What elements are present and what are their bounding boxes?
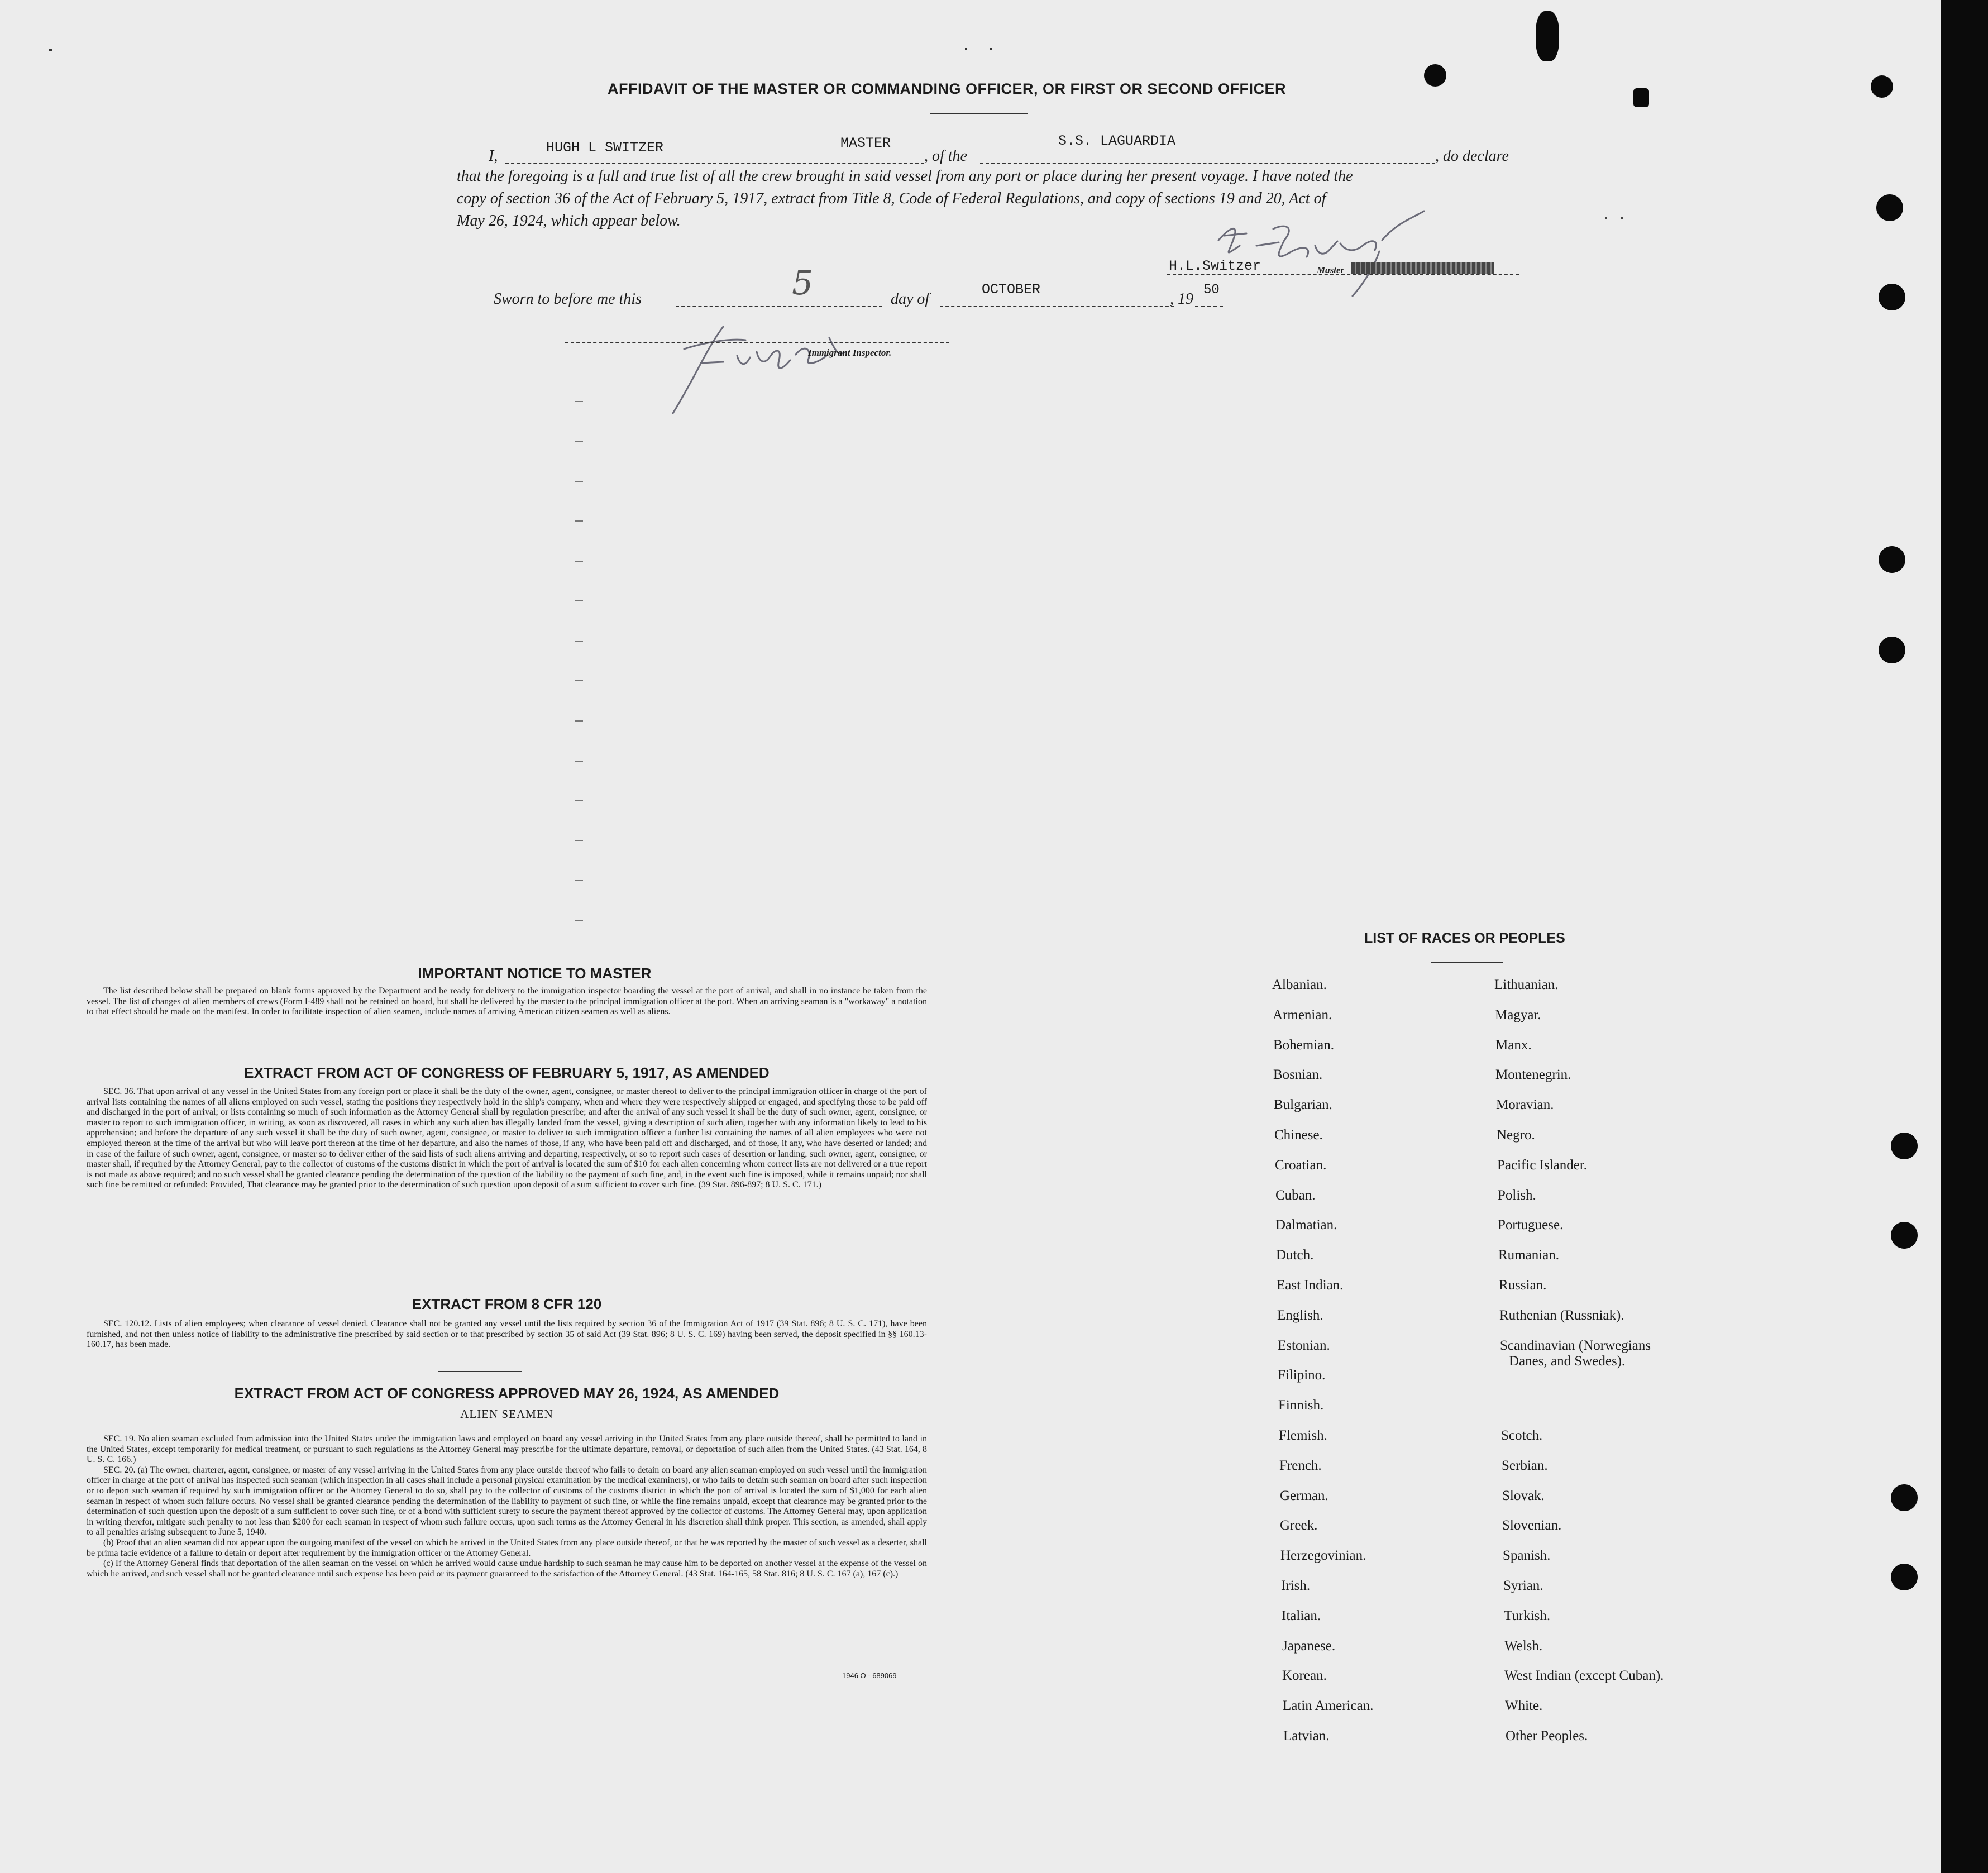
race-item: Bosnian. — [1273, 1067, 1323, 1083]
vessel-underline — [980, 163, 1435, 164]
binder-hole — [1536, 11, 1559, 61]
race-item: Moravian. — [1496, 1097, 1554, 1113]
margin-tick — [575, 880, 583, 881]
print-code: 1946 O - 689069 — [842, 1671, 897, 1680]
extract-1924-title: EXTRACT FROM ACT OF CONGRESS APPROVED MAY 26, 1924, AS AMENDED — [234, 1385, 780, 1402]
race-item: Pacific Islander. — [1497, 1157, 1588, 1173]
race-item: Other Peoples. — [1506, 1728, 1588, 1743]
margin-tick — [575, 840, 583, 841]
binder-hole — [1424, 64, 1446, 87]
title-rule — [930, 113, 1028, 114]
race-item: Ruthenian (Russniak). — [1499, 1307, 1624, 1323]
race-item: Russian. — [1499, 1278, 1547, 1293]
master-signature — [1212, 207, 1469, 302]
race-item: Dutch. — [1276, 1248, 1314, 1263]
margin-tick — [575, 920, 583, 921]
binder-hole — [1891, 1133, 1918, 1159]
race-item: Spanish. — [1503, 1548, 1551, 1564]
binder-hole — [1871, 75, 1893, 98]
race-item: Welsh. — [1504, 1638, 1543, 1654]
binder-hole — [1891, 1564, 1918, 1590]
race-item: Latin American. — [1283, 1698, 1374, 1714]
race-item: Albanian. — [1272, 977, 1327, 992]
sec-20c-paragraph: (c) If the Attorney General finds that deportation of the alien seaman on the vessel on which he arrived would cause undue hardship to such seaman he may cause him to be deported on another vessel at the expense of the vessel on which he arrived, and such vessel shall not be granted clearance until such expense has been paid or its payment guaranteed to the satisfaction of the Attorney General. (43 Stat. 164-165, 58 Stat. 816; 8 U. S. C. 167 (a), 167 (c).) — [87, 1559, 927, 1579]
inspector-signature — [662, 304, 874, 424]
race-item: Turkish. — [1504, 1608, 1551, 1623]
race-item: Italian. — [1282, 1608, 1321, 1623]
scan-speck — [990, 48, 992, 50]
section-rule — [438, 1371, 522, 1372]
race-item: Estonian. — [1278, 1337, 1330, 1353]
alien-seamen-subtitle: ALIEN SEAMEN — [460, 1407, 553, 1421]
race-item: Lithuanian. — [1494, 977, 1559, 992]
race-item: Armenian. — [1273, 1007, 1332, 1022]
race-item: Irish. — [1281, 1578, 1311, 1593]
notice-body — [87, 986, 927, 1017]
race-item: Slovak. — [1502, 1488, 1545, 1503]
notice-paragraph: The list described below shall be prepared on blank forms approved by the Department and be ready for delivery to the immigration inspector boarding the vessel at the port of arrival, and shall in no instance be taken from the vessel. The list of changes of alien members of crews (Form I-489 shall not be retained on board, but shall be delivered by the master to the principal immigration officer at the port. When an arriving seaman is a "workaway" a notation to that effect should be made on the manifest. In order to facilitate inspection of alien seamen, include names of arriving American citizen seamen as well as aliens. — [87, 986, 927, 1017]
master-rank: MASTER — [840, 135, 891, 151]
race-item: Polish. — [1498, 1187, 1536, 1203]
binder-hole — [1879, 284, 1905, 310]
margin-tick — [575, 441, 583, 442]
of-the-label: , of the — [924, 147, 967, 165]
race-item: Flemish. — [1279, 1428, 1327, 1443]
margin-tick — [575, 600, 583, 601]
races-title: LIST OF RACES OR PEOPLES — [1364, 930, 1565, 946]
race-item: Montenegrin. — [1495, 1067, 1571, 1083]
race-item: Latvian. — [1283, 1728, 1330, 1743]
do-declare-label: , do declare — [1435, 147, 1509, 165]
name-underline — [505, 163, 924, 164]
vessel-name: S.S. LAGUARDIA — [1058, 133, 1176, 149]
race-item: Scotch. — [1501, 1428, 1543, 1443]
race-item: German. — [1280, 1488, 1328, 1503]
binder-hole — [1876, 194, 1903, 221]
extract-1924-body — [87, 1434, 927, 1579]
declaration-line-3: copy of section 36 of the Act of February 5, 1917, extract from Title 8, Code of Federal Regulations, and copy of sections 19 and 20, Act of — [457, 190, 1326, 207]
race-item: Herzegovinian. — [1280, 1548, 1366, 1564]
declaration-line-2: that the foregoing is a full and true list of all the crew brought in said vessel from any port or place during her present voyage. I have noted the — [457, 168, 1353, 185]
margin-tick — [575, 520, 583, 522]
race-item: Serbian. — [1502, 1458, 1548, 1473]
race-item: Manx. — [1495, 1037, 1532, 1053]
margin-tick — [575, 401, 583, 402]
cfr-body — [87, 1319, 927, 1350]
sworn-day: 5 — [792, 264, 814, 303]
race-item: White. — [1505, 1698, 1543, 1714]
sec-19-paragraph: SEC. 19. No alien seaman excluded from admission into the United States under the immigration laws and employed on board any vessel arriving in the United States from any place outside thereof, shall be permitted to land in the United States, except temporarily for medical treatment, or pursuant to such regulations as the Attorney General may prescribe for the ultimate departure, removal, or deportation of such alien from the United States. (43 Stat. 164, 8 U. S. C. 166.) — [87, 1434, 927, 1465]
races-title-rule — [1431, 962, 1503, 963]
race-item: Bulgarian. — [1274, 1097, 1332, 1113]
race-item: French. — [1279, 1458, 1322, 1473]
race-item: Rumanian. — [1498, 1248, 1560, 1263]
race-item: Korean. — [1282, 1668, 1327, 1684]
race-item: Portuguese. — [1498, 1217, 1564, 1233]
typed-signature: H.L.Switzer — [1169, 258, 1261, 274]
binder-hole — [1633, 88, 1649, 107]
race-item: Magyar. — [1495, 1007, 1541, 1022]
race-item: Dalmatian. — [1275, 1217, 1337, 1233]
margin-tick — [575, 800, 583, 801]
race-item: Japanese. — [1282, 1638, 1336, 1654]
binder-hole — [1891, 1222, 1918, 1249]
master-name: HUGH L SWITZER — [546, 140, 664, 156]
race-item: Bohemian. — [1273, 1037, 1335, 1053]
race-item: West Indian (except Cuban). — [1504, 1668, 1664, 1684]
race-item: Syrian. — [1503, 1578, 1543, 1593]
margin-tick — [575, 641, 583, 642]
race-item: Scandinavian (Norwegians — [1500, 1337, 1651, 1353]
sec-120-12-paragraph: SEC. 120.12. Lists of alien employees; when clearance of vessel denied. Clearance shall not be granted any vessel until the lists required by section 36 of the Immigration Act of 1917 (39 Stat. 896; 8 U. S. C. 171), have been furnished, and not then unless notice of liability to the administrative fine prescribed by said section or to that prescribed by section 35 of said Act (39 Stat. 896; 8 U. S. C. 169) having been served, the deposit specified in §§ 160.13-160.17, has been made. — [87, 1319, 927, 1350]
extract-1917-body — [87, 1087, 927, 1191]
inspector-underline — [565, 342, 949, 343]
master-label: Master — [1317, 265, 1345, 275]
race-item: Negro. — [1497, 1127, 1535, 1143]
margin-tick — [575, 481, 583, 482]
race-item: Croatian. — [1275, 1157, 1327, 1173]
race-item: Danes, and Swedes). — [1509, 1353, 1626, 1369]
race-item: English. — [1277, 1307, 1323, 1323]
notice-title: IMPORTANT NOTICE TO MASTER — [418, 965, 652, 982]
year-suffix: 50 — [1203, 283, 1220, 298]
sworn-label: Sworn to before me this — [494, 290, 642, 308]
scan-speck — [49, 49, 52, 51]
race-item: Chinese. — [1274, 1127, 1323, 1143]
race-item: Cuban. — [1275, 1187, 1316, 1203]
scan-speck — [965, 48, 967, 50]
scan-speck — [1605, 217, 1607, 219]
extract-1917-title: EXTRACT FROM ACT OF CONGRESS OF FEBRUARY 5, 1917, AS AMENDED — [244, 1064, 770, 1081]
race-item: East Indian. — [1277, 1278, 1344, 1293]
year-prefix: , 19 — [1170, 290, 1193, 308]
cfr-title: EXTRACT FROM 8 CFR 120 — [412, 1296, 602, 1312]
binder-hole — [1879, 546, 1905, 573]
race-item: Slovenian. — [1502, 1518, 1562, 1533]
margin-tick — [575, 761, 583, 762]
race-item: Greek. — [1280, 1518, 1318, 1533]
affidavit-title: AFFIDAVIT OF THE MASTER OR COMMANDING OFFICER, OR FIRST OR SECOND OFFICER — [608, 80, 1286, 97]
year-underline — [1195, 306, 1223, 307]
signature-underline — [1167, 274, 1519, 275]
binder-hole — [1879, 637, 1905, 663]
margin-tick — [575, 720, 583, 722]
sec-20b-paragraph: (b) Proof that an alien seaman did not appear upon the outgoing manifest of the vessel on which he arrived in the United States from any place outside thereof, or that he was reported by the master of such vessel as a deserter, shall be prima facie evidence of a failure to detain or deport after requirement by the immigration officer or the Attorney General. — [87, 1537, 927, 1558]
race-item: Finnish. — [1278, 1398, 1324, 1413]
sec-36-paragraph: SEC. 36. That upon arrival of any vessel in the United States from any foreign port or place it shall be the duty of the owner, agent, consignee, or master thereof to deliver to the principal immigration officer in charge of the port of arrival lists containing the names of all aliens employed on such vessel, stating the positions they respectively hold in the ship's company, when and where they were respectively shipped or engaged, and specifying those to be paid off and discharged in the port of arrival; or lists containing so much of such information as the Attorney General shall by regulation prescribe; and after the arrival of any such vessel it shall be the duty of such owner, agent, consignee, or master to report to such immigration officer, in writing, as soon as discovered, all cases in which any such alien has illegally landed from the vessel, giving a description of such alien, together with any information likely to lead to his apprehension; and before the departure of any such vessel it shall be the duty of such owner, agent, consignee, or master to deliver to such immigration officer a further list containing the names of all alien employees who were not employed thereon at the time of the arrival but who will leave port thereon at the time of her departure, and also the names of those, if any, who have been paid off and discharged, and of those, if any, who have deserted or landed; and in case of the failure of such owner, agent, consignee, or master so to deliver either of the said lists of such aliens arriving and departing, respectively, or so to report such cases of desertion or landing, such owner, agent, consignee, or master shall, if required by the Attorney General, pay to the collector of customs of the customs district in which the port of arrival is located the sum of $10 for each alien concerning whom correct lists are not delivered or a true report is not made as above required; and no such vessel shall be granted clearance pending the determination of the question of the liability to the payment of such fine, and, in the event such fine is imposed, while it remains unpaid; nor shall such fine be remitted or refunded: Provided, That clearance may be granted prior to the determination of such question upon deposit of a sum sufficient to cover such fine. (39 Stat. 896-897; 8 U. S. C. 171.) — [87, 1087, 927, 1190]
sworn-month: OCTOBER — [982, 281, 1041, 298]
day-of-label: day of — [891, 290, 930, 308]
inspector-label: Immigrant Inspector. — [808, 347, 892, 358]
race-item: Filipino. — [1278, 1368, 1326, 1383]
month-underline — [940, 306, 1174, 307]
scan-speck — [1621, 217, 1623, 219]
margin-tick — [575, 680, 583, 681]
struck-out-officer-text — [1351, 262, 1494, 274]
margin-tick — [575, 561, 583, 562]
declaration-prefix: I, — [489, 147, 498, 165]
binder-hole — [1891, 1484, 1918, 1511]
declaration-line-4: May 26, 1924, which appear below. — [457, 212, 681, 230]
sec-20a-paragraph: SEC. 20. (a) The owner, charterer, agent, consignee, or master of any vessel arriving in the United States from any place outside thereof who fails to detain on board any alien seaman employed on such vessel until the immigration officer in charge at the port of arrival has inspected such seaman (which inspection in all cases shall include a personal physical examination by the medical examiners), or who fails to detain such seaman on board after such inspection or to deport such seaman if required by such immigration officer or the Attorney General to do so, shall pay to the collector of customs of the customs district in which the port of arrival is located the sum of $1,000 for each alien seaman in respect of whom such failure occurs. No vessel shall be granted clearance pending the determination of the liability to payment of such fine, or while the fine remains unpaid, except that clearance may be granted prior to the determination of such question upon the deposit of a sum sufficient to cover such fine, or of a bond with sufficient surety to secure the payment thereof approved by the collector of customs. The Attorney General may, upon application in writing therefor, mitigate such penalty to not less than $200 for each seaman in respect of whom such failure occurs, upon such terms as the Attorney General in his discretion shall think proper. This section, as amended, shall apply to all penalties arising subsequent to June 5, 1940. — [87, 1465, 927, 1537]
